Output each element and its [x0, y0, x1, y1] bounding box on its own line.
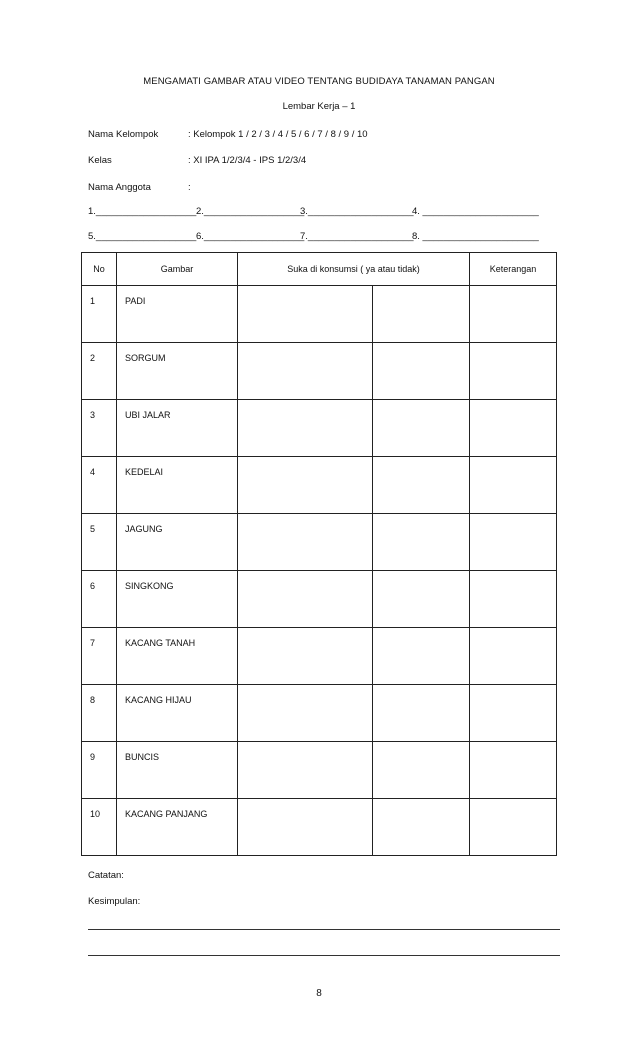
- member-3-blank: 3.____________________: [300, 206, 414, 217]
- answer-cell-a[interactable]: [238, 514, 373, 571]
- table-row: [82, 343, 557, 400]
- group-name-value: : Kelompok 1 / 2 / 3 / 4 / 5 / 6 / 7 / 8 / 9 / 10: [188, 129, 368, 140]
- row-number: 9: [90, 752, 96, 762]
- answer-cell-a[interactable]: [238, 799, 373, 856]
- plant-name: BUNCIS: [125, 752, 160, 762]
- answer-cell-b[interactable]: [373, 799, 470, 856]
- table-row: [82, 685, 557, 742]
- answer-cell-a[interactable]: [238, 628, 373, 685]
- worksheet-title: MENGAMATI GAMBAR ATAU VIDEO TENTANG BUDIDAYA TANAMAN PANGAN: [143, 76, 495, 87]
- header-gambar: Gambar: [117, 253, 238, 286]
- member-4-blank: 4. ______________________: [412, 206, 539, 217]
- conclusion-line-1: [88, 929, 560, 930]
- plant-name: SORGUM: [125, 353, 166, 363]
- answer-cell-a[interactable]: [238, 742, 373, 799]
- member-7-blank: 7.____________________: [300, 231, 414, 242]
- row-number: 1: [90, 296, 96, 306]
- answer-cell-a[interactable]: [238, 571, 373, 628]
- table-row: [82, 457, 557, 514]
- row-number: 7: [90, 638, 96, 648]
- member-5-blank: 5.___________________: [88, 231, 197, 242]
- class-value: : XI IPA 1/2/3/4 - IPS 1/2/3/4: [188, 155, 307, 166]
- table-header-row: [82, 253, 557, 286]
- remark-cell[interactable]: [470, 628, 557, 685]
- remark-cell[interactable]: [470, 400, 557, 457]
- conclusion-label: Kesimpulan:: [88, 896, 141, 907]
- notes-label: Catatan:: [88, 870, 124, 881]
- answer-cell-b[interactable]: [373, 457, 470, 514]
- plant-name: JAGUNG: [125, 524, 163, 534]
- row-number: 4: [90, 467, 96, 477]
- remark-cell[interactable]: [470, 514, 557, 571]
- table-row: [82, 799, 557, 856]
- table-row: [82, 514, 557, 571]
- remark-cell[interactable]: [470, 457, 557, 514]
- page-number: 8: [316, 988, 322, 999]
- remark-cell[interactable]: [470, 343, 557, 400]
- header-keterangan: Keterangan: [470, 253, 557, 286]
- member-6-blank: 6.___________________: [196, 231, 305, 242]
- class-label: Kelas: [88, 155, 112, 166]
- row-number: 10: [90, 809, 101, 819]
- answer-cell-a[interactable]: [238, 343, 373, 400]
- row-number: 8: [90, 695, 96, 705]
- group-name-label: Nama Kelompok: [88, 129, 159, 140]
- answer-cell-b[interactable]: [373, 571, 470, 628]
- answer-cell-b[interactable]: [373, 742, 470, 799]
- members-label: Nama Anggota: [88, 182, 151, 193]
- row-number: 2: [90, 353, 96, 363]
- answer-cell-a[interactable]: [238, 685, 373, 742]
- member-2-blank: 2.___________________: [196, 206, 305, 217]
- answer-cell-a[interactable]: [238, 457, 373, 514]
- remark-cell[interactable]: [470, 742, 557, 799]
- remark-cell[interactable]: [470, 571, 557, 628]
- answer-cell-b[interactable]: [373, 400, 470, 457]
- conclusion-line-2: [88, 955, 560, 956]
- header-no: No: [82, 253, 117, 286]
- member-8-blank: 8. ______________________: [412, 231, 539, 242]
- member-1-blank: 1.___________________: [88, 206, 197, 217]
- observation-table: [81, 252, 557, 856]
- row-number: 6: [90, 581, 96, 591]
- answer-cell-b[interactable]: [373, 514, 470, 571]
- table-row: [82, 571, 557, 628]
- answer-cell-a[interactable]: [238, 400, 373, 457]
- row-number: 3: [90, 410, 96, 420]
- answer-cell-a[interactable]: [238, 286, 373, 343]
- plant-name: SINGKONG: [125, 581, 174, 591]
- row-number: 5: [90, 524, 96, 534]
- table-row: [82, 742, 557, 799]
- plant-name: KACANG PANJANG: [125, 809, 208, 819]
- plant-name: KACANG HIJAU: [125, 695, 192, 705]
- members-value: :: [188, 182, 191, 193]
- answer-cell-b[interactable]: [373, 286, 470, 343]
- table-row: [82, 628, 557, 685]
- worksheet-subtitle: Lembar Kerja – 1: [282, 101, 356, 112]
- table-row: [82, 400, 557, 457]
- remark-cell[interactable]: [470, 799, 557, 856]
- answer-cell-b[interactable]: [373, 685, 470, 742]
- answer-cell-b[interactable]: [373, 343, 470, 400]
- header-suka-dikonsumsi: Suka di konsumsi ( ya atau tidak): [238, 253, 470, 286]
- remark-cell[interactable]: [470, 685, 557, 742]
- table-row: [82, 286, 557, 343]
- plant-name: KACANG TANAH: [125, 638, 196, 648]
- answer-cell-b[interactable]: [373, 628, 470, 685]
- plant-name: PADI: [125, 296, 146, 306]
- remark-cell[interactable]: [470, 286, 557, 343]
- plant-name: KEDELAI: [125, 467, 164, 477]
- plant-name: UBI JALAR: [125, 410, 171, 420]
